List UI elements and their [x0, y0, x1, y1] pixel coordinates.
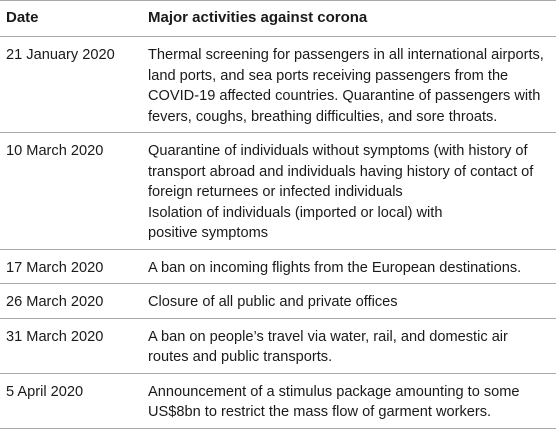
activities-column-header: Major activities against corona — [138, 0, 556, 37]
activity-cell: A ban on people’s travel via water, rail, and domestic air routes and public transports. — [138, 318, 556, 373]
activity-cell: Quarantine of individuals without symptoms (with history of transport abroad and individuals having history of contact of foreign returnees or infected individuals Isolation of individuals (imported or local) with positive symptoms — [138, 133, 556, 250]
table-row — [0, 373, 556, 428]
table-row — [0, 249, 556, 284]
table-top-rule — [0, 0, 556, 1]
date-cell: 31 March 2020 — [0, 318, 138, 373]
activity-cell: Thermal screening for passengers in all international airports, land ports, and sea ports receiving passengers from the COVID-19 affected countries. Quarantine of passengers with fevers, coughs, breathing difficulties, and sore throats. — [138, 37, 556, 133]
date-cell: 5 April 2020 — [0, 373, 138, 428]
date-cell: 10 March 2020 — [0, 133, 138, 250]
table-row — [0, 284, 556, 319]
activity-cell: A ban on incoming flights from the European destinations. — [138, 249, 556, 284]
activity-cell: Closure of all public and private offices — [138, 284, 556, 319]
table-row — [0, 318, 556, 373]
table-body — [0, 37, 556, 429]
table-header — [0, 0, 556, 37]
date-cell: 26 March 2020 — [0, 284, 138, 319]
date-cell: 21 January 2020 — [0, 37, 138, 133]
table-row — [0, 37, 556, 133]
header-row — [0, 0, 556, 37]
activity-cell: Announcement of a stimulus package amounting to some US$8bn to restrict the mass flow of garment workers. — [138, 373, 556, 428]
date-column-header: Date — [0, 0, 138, 37]
table-row — [0, 133, 556, 250]
date-cell: 17 March 2020 — [0, 249, 138, 284]
